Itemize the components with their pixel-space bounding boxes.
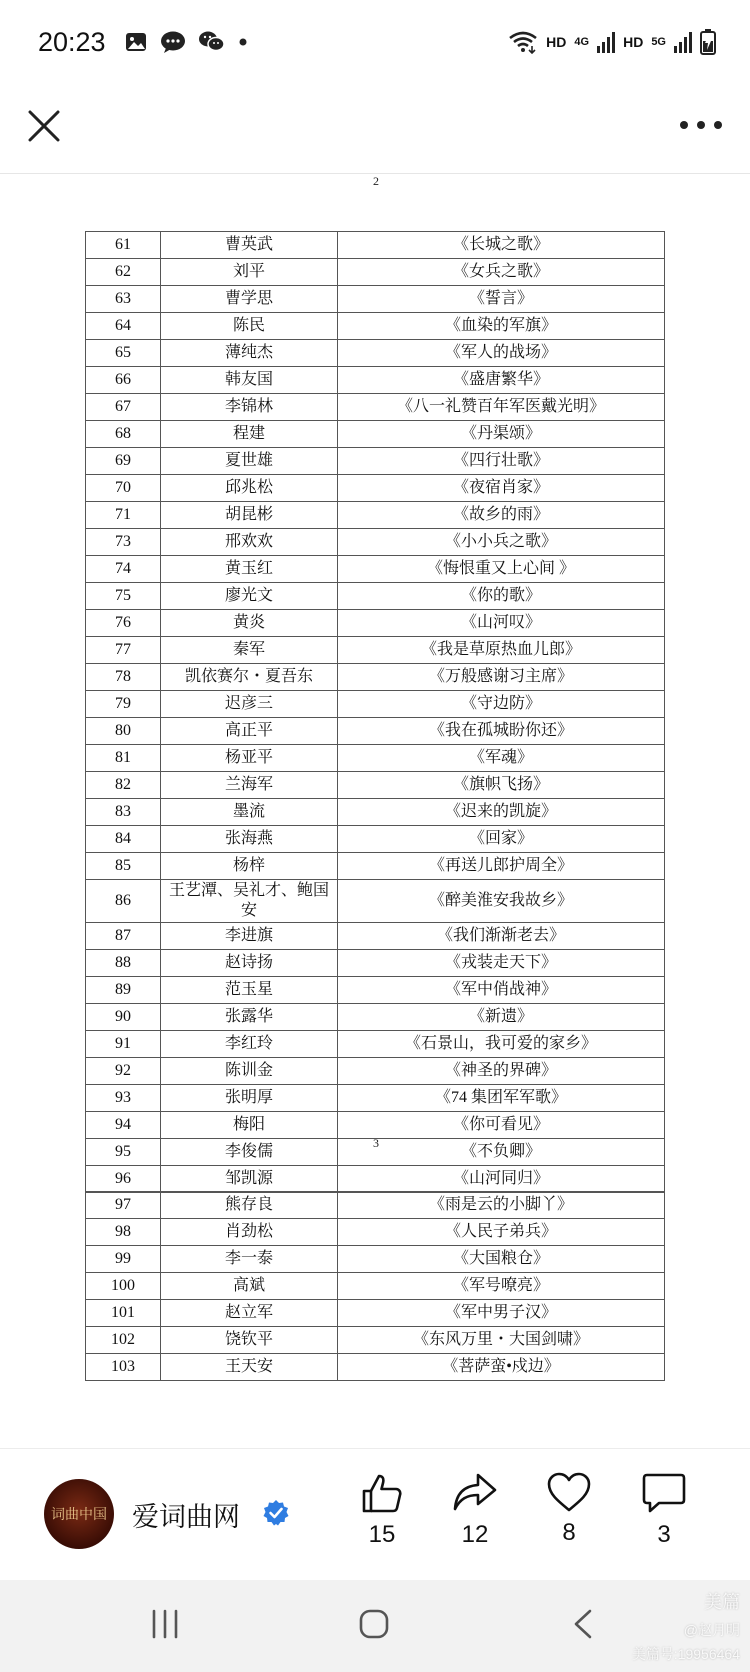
table-row	[86, 637, 665, 664]
entry-title: 《军中俏战神》	[338, 977, 665, 1004]
entry-number: 82	[86, 772, 161, 799]
entry-author: 张明厚	[161, 1085, 338, 1112]
entry-author: 杨亚平	[161, 745, 338, 772]
entry-author: 王天安	[161, 1354, 338, 1381]
entry-author: 邹凯源	[161, 1166, 338, 1193]
entry-title: 《女兵之歌》	[338, 259, 665, 286]
entry-author: 杨梓	[161, 853, 338, 880]
table-row	[86, 313, 665, 340]
entry-title: 《神圣的界碑》	[338, 1058, 665, 1085]
favorite-count: 8	[562, 1519, 576, 1546]
entry-number: 93	[86, 1085, 161, 1112]
entry-title: 《军魂》	[338, 745, 665, 772]
share-button[interactable]	[445, 1471, 505, 1549]
entry-title: 《旗帜飞扬》	[338, 772, 665, 799]
entry-number: 87	[86, 923, 161, 950]
table-row	[86, 556, 665, 583]
entry-title: 《军人的战场》	[338, 340, 665, 367]
entry-number: 80	[86, 718, 161, 745]
table-row	[86, 448, 665, 475]
entry-author: 黄炎	[161, 610, 338, 637]
entry-number: 71	[86, 502, 161, 529]
entry-number: 98	[86, 1219, 161, 1246]
comment-count: 3	[657, 1521, 671, 1548]
comment-bubble-icon	[641, 1471, 687, 1515]
entry-number: 70	[86, 475, 161, 502]
battery-charging-icon	[700, 29, 716, 55]
entry-number: 102	[86, 1327, 161, 1354]
thumbs-up-icon	[360, 1471, 404, 1515]
close-button[interactable]	[24, 106, 64, 146]
table-row	[86, 421, 665, 448]
entry-number: 67	[86, 394, 161, 421]
entry-author: 迟彦三	[161, 691, 338, 718]
entry-author: 秦军	[161, 637, 338, 664]
entry-number: 74	[86, 556, 161, 583]
entry-author: 胡昆彬	[161, 502, 338, 529]
entry-number: 78	[86, 664, 161, 691]
entry-author: 黄玉红	[161, 556, 338, 583]
dot-icon	[238, 37, 248, 47]
entry-author: 墨流	[161, 799, 338, 826]
table-row	[86, 1166, 665, 1193]
entry-author: 廖光文	[161, 583, 338, 610]
entry-title: 《丹渠颂》	[338, 421, 665, 448]
entry-number: 103	[86, 1354, 161, 1381]
entry-title: 《雨是云的小脚丫》	[338, 1192, 665, 1219]
table-row	[86, 1219, 665, 1246]
entry-title: 《长城之歌》	[338, 232, 665, 259]
back-chevron-icon	[572, 1608, 594, 1640]
entry-author: 李一泰	[161, 1246, 338, 1273]
entry-title: 《血染的军旗》	[338, 313, 665, 340]
table-row	[86, 826, 665, 853]
wifi-icon	[508, 30, 538, 54]
entry-title: 《74 集团军军歌》	[338, 1085, 665, 1112]
entry-number: 89	[86, 977, 161, 1004]
entry-title: 《军号嘹亮》	[338, 1273, 665, 1300]
entry-number: 65	[86, 340, 161, 367]
entries-table-page-2	[85, 231, 665, 1193]
page-number-3: 3	[373, 1136, 379, 1150]
entry-number: 88	[86, 950, 161, 977]
table-row	[86, 718, 665, 745]
table-row	[86, 664, 665, 691]
entry-author: 韩友国	[161, 367, 338, 394]
table-row	[86, 1246, 665, 1273]
top-app-bar	[0, 84, 750, 174]
entry-title: 《新遗》	[338, 1004, 665, 1031]
entry-number: 101	[86, 1300, 161, 1327]
entry-title: 《回家》	[338, 826, 665, 853]
table-row	[86, 367, 665, 394]
entry-title: 《迟来的凯旋》	[338, 799, 665, 826]
status-bar	[0, 0, 750, 84]
entry-title: 《守边防》	[338, 691, 665, 718]
table-row	[86, 1300, 665, 1327]
status-time: 20:23	[38, 26, 106, 57]
like-count: 15	[368, 1521, 396, 1548]
entry-author: 范玉星	[161, 977, 338, 1004]
entry-title: 《夜宿肖家》	[338, 475, 665, 502]
table-row	[86, 950, 665, 977]
entry-number: 63	[86, 286, 161, 313]
table-row	[86, 880, 665, 923]
entry-title: 《不负卿》	[338, 1139, 665, 1166]
table-row	[86, 923, 665, 950]
entry-author: 陈民	[161, 313, 338, 340]
entry-number: 73	[86, 529, 161, 556]
entry-author: 李红玲	[161, 1031, 338, 1058]
gallery-icon	[124, 30, 148, 54]
table-row	[86, 610, 665, 637]
entry-number: 75	[86, 583, 161, 610]
entry-author: 赵立军	[161, 1300, 338, 1327]
entry-title: 《故乡的雨》	[338, 502, 665, 529]
home-icon	[358, 1608, 390, 1640]
entry-title: 《我在孤城盼你还》	[338, 718, 665, 745]
entry-title: 《悔恨重又上心间 》	[338, 556, 665, 583]
entry-author: 兰海军	[161, 772, 338, 799]
entry-title: 《东风万里・大国剑啸》	[338, 1327, 665, 1354]
table-row	[86, 1273, 665, 1300]
table-row	[86, 394, 665, 421]
entry-title: 《石景山，我可爱的家乡》	[338, 1031, 665, 1058]
hd-label-2: HD	[623, 34, 644, 50]
entry-title: 《八一礼赞百年军医戴光明》	[338, 394, 665, 421]
table-row	[86, 1112, 665, 1139]
entry-number: 100	[86, 1273, 161, 1300]
table-row	[86, 340, 665, 367]
table-row	[86, 691, 665, 718]
table-row	[86, 529, 665, 556]
account-name[interactable]: 爱词曲网	[132, 1502, 240, 1532]
entry-author: 凯依赛尔・夏吾东	[161, 664, 338, 691]
more-dots-icon	[676, 110, 726, 140]
entry-author: 梅阳	[161, 1112, 338, 1139]
entry-title: 《大国粮仓》	[338, 1246, 665, 1273]
entry-author: 李进旗	[161, 923, 338, 950]
entry-title: 《军中男子汉》	[338, 1300, 665, 1327]
table-row	[86, 1031, 665, 1058]
entry-number: 64	[86, 313, 161, 340]
entry-title: 《人民子弟兵》	[338, 1219, 665, 1246]
table-row	[86, 977, 665, 1004]
entry-author: 高正平	[161, 718, 338, 745]
entry-number: 91	[86, 1031, 161, 1058]
message-icon	[160, 30, 186, 54]
entry-author: 曹学思	[161, 286, 338, 313]
entry-number: 99	[86, 1246, 161, 1273]
entry-author: 邱兆松	[161, 475, 338, 502]
watermark-id: 美篇号:19956464	[631, 1646, 740, 1662]
page-number-2: 2	[373, 174, 379, 188]
entry-author: 赵诗扬	[161, 950, 338, 977]
entry-number: 97	[86, 1192, 161, 1219]
table-row	[86, 286, 665, 313]
table-row	[86, 259, 665, 286]
entry-author: 张海燕	[161, 826, 338, 853]
entry-title: 《誓言》	[338, 286, 665, 313]
table-row	[86, 583, 665, 610]
home-button[interactable]	[358, 1608, 390, 1645]
recent-apps-button[interactable]	[150, 1608, 180, 1645]
share-arrow-icon	[452, 1471, 498, 1515]
entry-author: 刘平	[161, 259, 338, 286]
entry-author: 邢欢欢	[161, 529, 338, 556]
table-row	[86, 772, 665, 799]
entry-title: 《你可看见》	[338, 1112, 665, 1139]
entry-title: 《菩萨蛮•戍边》	[338, 1354, 665, 1381]
entry-number: 85	[86, 853, 161, 880]
watermark-brand: 美篇	[704, 1592, 740, 1612]
entry-title: 《盛唐繁华》	[338, 367, 665, 394]
table-row	[86, 853, 665, 880]
entry-title: 《我是草原热血儿郎》	[338, 637, 665, 664]
entry-number: 83	[86, 799, 161, 826]
bottom-action-bar	[0, 1448, 750, 1580]
entries-table-page-3	[85, 1191, 665, 1381]
table-row	[86, 1058, 665, 1085]
close-icon	[24, 106, 64, 146]
entry-author: 饶钦平	[161, 1327, 338, 1354]
table-row	[86, 1327, 665, 1354]
entry-number: 79	[86, 691, 161, 718]
entry-number: 95	[86, 1139, 161, 1166]
entry-number: 92	[86, 1058, 161, 1085]
back-button[interactable]	[572, 1608, 594, 1645]
system-nav-bar	[0, 1580, 750, 1672]
table-row	[86, 745, 665, 772]
entry-title: 《戎装走天下》	[338, 950, 665, 977]
entry-author: 曹英武	[161, 232, 338, 259]
like-button[interactable]	[352, 1471, 412, 1549]
avatar[interactable]	[44, 1479, 114, 1549]
entry-number: 84	[86, 826, 161, 853]
entry-number: 86	[86, 880, 161, 923]
entry-title: 《你的歌》	[338, 583, 665, 610]
network-label-2: 5G	[651, 36, 666, 48]
entry-number: 61	[86, 232, 161, 259]
document-view[interactable]	[0, 174, 750, 1448]
entry-number: 68	[86, 421, 161, 448]
entry-title: 《四行壮歌》	[338, 448, 665, 475]
entry-title: 《山河叹》	[338, 610, 665, 637]
entry-number: 62	[86, 259, 161, 286]
signal-icon-2	[674, 31, 692, 53]
comment-button[interactable]	[634, 1471, 694, 1549]
entry-author: 肖劲松	[161, 1219, 338, 1246]
more-options-button[interactable]	[676, 110, 726, 140]
avatar-text: 词曲中国	[51, 1507, 107, 1523]
entry-number: 76	[86, 610, 161, 637]
entry-author: 薄纯杰	[161, 340, 338, 367]
entry-number: 90	[86, 1004, 161, 1031]
entry-number: 77	[86, 637, 161, 664]
entry-title: 《我们渐渐老去》	[338, 923, 665, 950]
entry-title: 《山河同归》	[338, 1166, 665, 1193]
entry-author: 夏世雄	[161, 448, 338, 475]
table-row	[86, 502, 665, 529]
share-count: 12	[461, 1521, 489, 1548]
favorite-button[interactable]	[539, 1471, 599, 1547]
entry-author: 张露华	[161, 1004, 338, 1031]
table-row	[86, 799, 665, 826]
entry-title: 《小小兵之歌》	[338, 529, 665, 556]
table-row	[86, 1085, 665, 1112]
entry-author: 程建	[161, 421, 338, 448]
table-row	[86, 1354, 665, 1381]
entry-number: 66	[86, 367, 161, 394]
entry-number: 96	[86, 1166, 161, 1193]
status-left	[38, 27, 248, 58]
verified-badge-icon	[262, 1499, 290, 1527]
entry-author: 陈训金	[161, 1058, 338, 1085]
table-row	[86, 232, 665, 259]
entry-title: 《万般感谢习主席》	[338, 664, 665, 691]
entry-number: 69	[86, 448, 161, 475]
entry-author: 高斌	[161, 1273, 338, 1300]
entry-title: 《醉美淮安我故乡》	[338, 880, 665, 923]
watermark-user: @赵月明	[683, 1622, 740, 1638]
entry-author: 李俊儒	[161, 1139, 338, 1166]
entry-number: 94	[86, 1112, 161, 1139]
entry-title: 《再送儿郎护周全》	[338, 853, 665, 880]
wechat-icon	[198, 30, 226, 54]
hd-label-1: HD	[546, 34, 567, 50]
entry-author: 李锦林	[161, 394, 338, 421]
entry-author: 熊存良	[161, 1192, 338, 1219]
entry-number: 81	[86, 745, 161, 772]
heart-icon	[546, 1471, 592, 1513]
table-row	[86, 1004, 665, 1031]
table-row	[86, 1192, 665, 1219]
entry-author: 王艺潭、吴礼才、鲍国安	[161, 880, 338, 923]
table-row	[86, 475, 665, 502]
recent-apps-icon	[150, 1608, 180, 1640]
network-label-1: 4G	[574, 36, 590, 48]
signal-icon-1	[597, 31, 615, 53]
status-right	[508, 29, 716, 55]
